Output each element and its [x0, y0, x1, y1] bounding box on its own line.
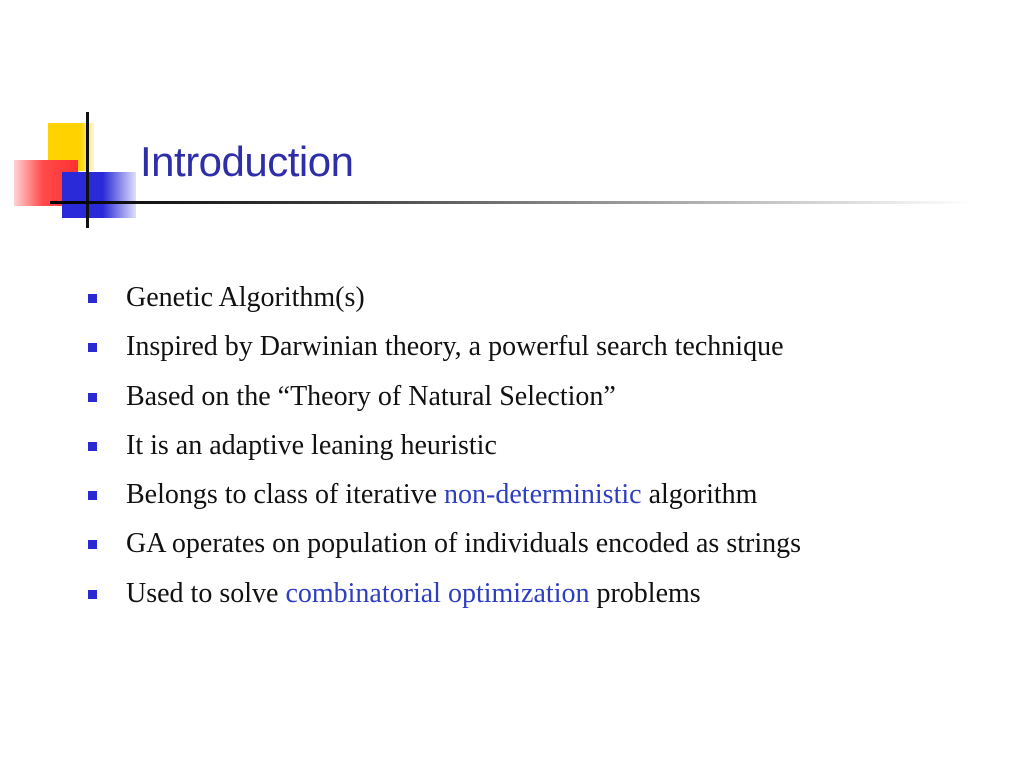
bullet-text: [126, 528, 801, 560]
bullet-text-segment: Genetic Algorithm(s): [126, 282, 365, 313]
highlighted-term: combinatorial optimization: [285, 577, 590, 609]
bullet-text: [126, 381, 616, 413]
color-blocks-logo-icon: [0, 0, 180, 240]
square-bullet-icon: [88, 343, 97, 352]
square-bullet-icon: [88, 590, 97, 599]
bullet-text-segment: Belongs to class of iterative: [126, 479, 445, 511]
square-bullet-icon: [88, 393, 97, 402]
title-underline: [50, 201, 970, 204]
bullet-text-segment: GA operates on population of individuals encoded as strings: [126, 528, 801, 560]
blue-block: [62, 172, 136, 218]
square-bullet-icon: [88, 442, 97, 451]
square-bullet-icon: [88, 540, 97, 549]
bullet-text: [126, 282, 365, 314]
square-bullet-icon: [88, 491, 97, 500]
bullet-text: [126, 578, 701, 610]
slide-title: Introduction: [140, 138, 354, 185]
bullet-text-segment: algorithm: [641, 479, 758, 511]
bullet-text-segment: Inspired by Darwinian theory, a powerful search technique: [126, 331, 784, 363]
bullet-text-segment: It is an adaptive leaning heuristic: [126, 429, 497, 461]
bullet-text: [126, 331, 784, 363]
bullet-text-segment: problems: [589, 577, 701, 609]
square-bullet-icon: [88, 294, 97, 303]
bullet-text-segment: Used to solve: [126, 577, 286, 609]
highlighted-term: non-deterministic: [444, 479, 642, 511]
vertical-rule: [86, 112, 89, 228]
bullet-text-segment: Based on the “Theory of Natural Selection”: [126, 380, 616, 412]
bullet-text: [126, 479, 757, 511]
bullet-text: [126, 430, 497, 462]
